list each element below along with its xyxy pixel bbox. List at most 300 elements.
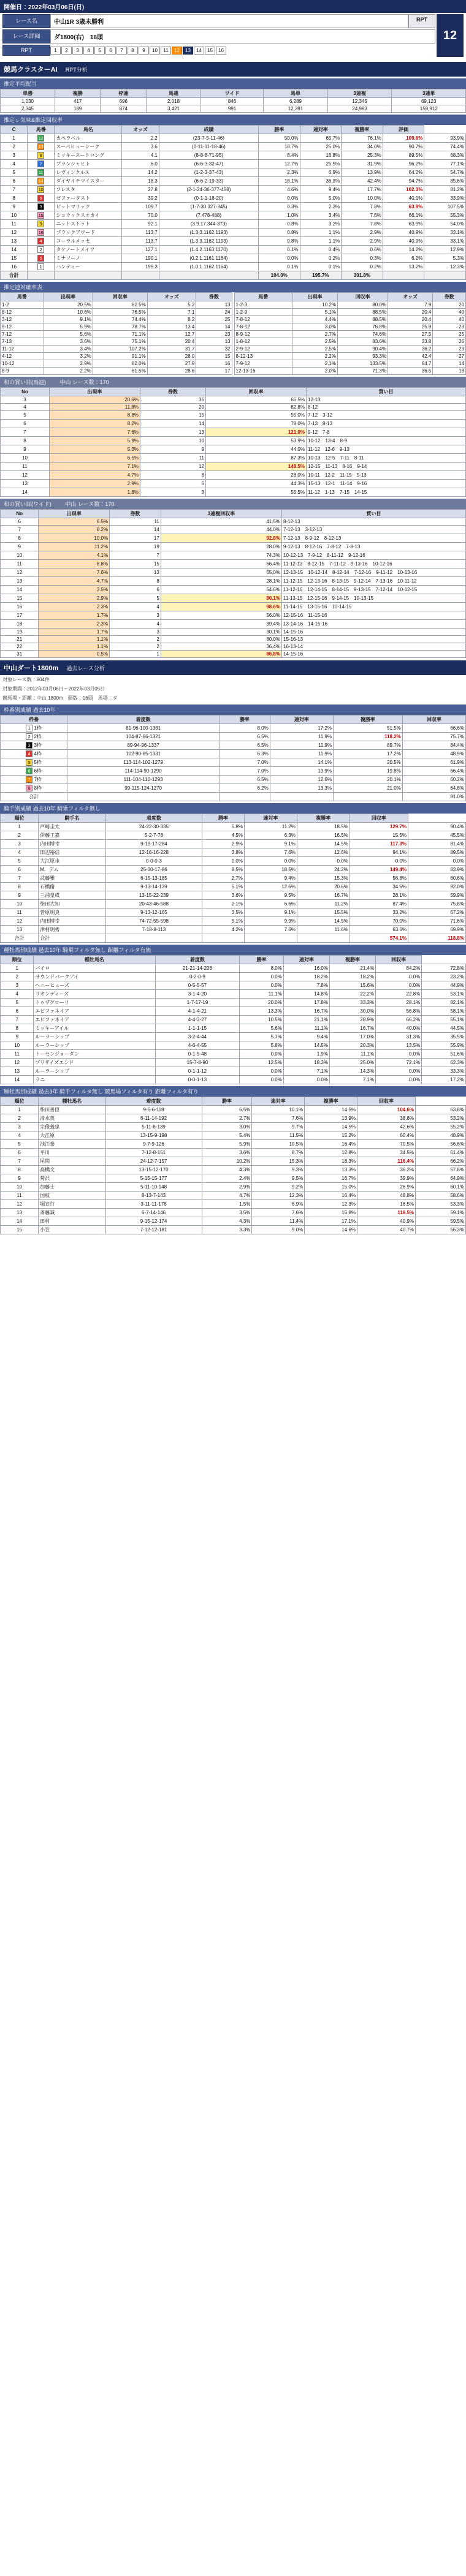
table-cell: 21.4% bbox=[329, 964, 375, 973]
table-row[interactable] bbox=[1, 831, 466, 840]
table-row[interactable] bbox=[234, 360, 466, 368]
table-cell: 3.3% bbox=[202, 1226, 252, 1234]
table-row[interactable] bbox=[1, 338, 232, 346]
table-cell: 19 bbox=[110, 543, 161, 551]
table-row[interactable] bbox=[1, 767, 466, 776]
table-cell: 合計 bbox=[1, 793, 67, 801]
table-cell: 109.6% bbox=[383, 134, 424, 143]
race-name-label: レース名 bbox=[2, 14, 50, 28]
table-cell: 17.8% bbox=[283, 999, 329, 1007]
table-row[interactable] bbox=[1, 629, 466, 636]
table-cell: (8-8-8-71-95) bbox=[159, 151, 258, 160]
frame-cell-11[interactable]: 11 bbox=[161, 47, 171, 55]
table-row[interactable] bbox=[1, 1192, 466, 1200]
table-row[interactable] bbox=[1, 323, 232, 331]
table-cell: ショウックスオカイ bbox=[55, 211, 122, 220]
table-cell: 14.5% bbox=[305, 1106, 357, 1114]
table-row[interactable] bbox=[1, 823, 466, 831]
table-row[interactable] bbox=[1, 203, 466, 211]
table-cell: ルーラーシップ bbox=[34, 1041, 155, 1050]
table-row[interactable] bbox=[234, 368, 466, 375]
renritsu-left-table bbox=[0, 292, 232, 375]
table-cell: 4 bbox=[1, 404, 50, 411]
frame-cell-12[interactable]: 12 bbox=[172, 47, 182, 55]
table-row[interactable] bbox=[1, 211, 466, 220]
table-cell: 0.5% bbox=[39, 651, 110, 658]
table-cell: 5 bbox=[1, 168, 28, 177]
table-cell: 0.0% bbox=[283, 1076, 329, 1084]
table-row[interactable] bbox=[1, 1200, 466, 1209]
table-cell: 44.9% bbox=[422, 981, 466, 990]
frame-cell-16[interactable]: 16 bbox=[216, 47, 226, 55]
table-cell: 8.4% bbox=[258, 151, 300, 160]
table-cell: 7 bbox=[1, 874, 39, 883]
table-cell: (6-6-2-19-33) bbox=[159, 177, 258, 186]
table-cell: 12-15-16 11-15-16 bbox=[282, 611, 466, 620]
table-row[interactable] bbox=[1, 346, 232, 353]
table-cell: 14.6% bbox=[305, 1226, 357, 1234]
table-cell: 2.9% bbox=[49, 480, 140, 488]
table-cell bbox=[28, 229, 55, 237]
table-cell: 4.1% bbox=[39, 551, 110, 560]
table-cell: 14 bbox=[1, 488, 50, 497]
table-row[interactable] bbox=[1, 411, 466, 420]
table-cell: 20.0% bbox=[240, 999, 284, 1007]
table-cell: 4.3% bbox=[202, 1217, 252, 1226]
table-row[interactable] bbox=[1, 454, 466, 463]
table-cell: 平川 bbox=[39, 1149, 105, 1157]
table-cell: ミッキースートロング bbox=[55, 151, 122, 160]
table-cell: 17.7% bbox=[342, 186, 383, 194]
table-row[interactable] bbox=[1, 1114, 466, 1123]
table-cell: 9 bbox=[1, 891, 39, 900]
wakuban-badge: 8 bbox=[37, 152, 44, 159]
table-cell bbox=[424, 271, 466, 280]
frame-cell-10[interactable]: 10 bbox=[150, 47, 160, 55]
table-row[interactable] bbox=[1, 1067, 466, 1076]
table-cell: 16-13-14 bbox=[282, 643, 466, 651]
table-cell: 7.8% bbox=[342, 220, 383, 229]
table-row[interactable] bbox=[1, 594, 466, 603]
table-row[interactable] bbox=[1, 1217, 466, 1226]
table-row[interactable] bbox=[1, 577, 466, 586]
table-cell: 7-13 8-13 bbox=[307, 420, 466, 428]
table-cell: 9-15-12-174 bbox=[105, 1217, 202, 1226]
table-cell: 3.5% bbox=[202, 908, 245, 917]
table-cell: 1.7% bbox=[39, 611, 110, 620]
frame-cell-6[interactable]: 6 bbox=[105, 47, 116, 55]
table-row[interactable] bbox=[1, 750, 466, 758]
wakuban-badge: 8 bbox=[26, 785, 32, 791]
table-cell: 40.0% bbox=[376, 1024, 422, 1033]
table-row[interactable] bbox=[234, 338, 466, 346]
table-cell: 6 bbox=[1, 518, 39, 526]
table-row[interactable] bbox=[1, 611, 466, 620]
table-row[interactable] bbox=[1, 543, 466, 551]
column-header: 馬番 bbox=[1, 293, 44, 301]
table-cell: 10 bbox=[1, 900, 39, 908]
table-cell: ピットマリッツ bbox=[55, 203, 122, 211]
column-header: 評価 bbox=[383, 126, 424, 134]
table-cell: 9 bbox=[1, 543, 39, 551]
table-row[interactable] bbox=[1, 643, 466, 651]
table-cell: 6 bbox=[110, 586, 161, 594]
table-cell: 55.2% bbox=[416, 1123, 466, 1131]
wakuban-badge: 13 bbox=[37, 143, 44, 150]
table-cell: 17.0% bbox=[329, 1033, 375, 1041]
table-row[interactable] bbox=[1, 134, 466, 143]
frame-cell-7[interactable]: 7 bbox=[116, 47, 127, 55]
table-row[interactable] bbox=[1, 1226, 466, 1234]
table-row[interactable] bbox=[1, 445, 466, 454]
table-row[interactable] bbox=[1, 973, 466, 981]
table-cell: 80.1% bbox=[161, 594, 281, 603]
kaime1-footer-race: レース数：170 bbox=[77, 501, 115, 507]
table-cell: 0.0% bbox=[376, 1050, 422, 1059]
frame-cell-2[interactable]: 2 bbox=[61, 47, 72, 55]
table-cell: 6.5% bbox=[220, 741, 270, 750]
table-row[interactable] bbox=[1, 263, 466, 271]
table-row[interactable] bbox=[234, 316, 466, 323]
table-cell: 3.6 bbox=[122, 143, 159, 151]
table-cell: 18.3% bbox=[283, 1059, 329, 1067]
table-row[interactable] bbox=[1, 168, 466, 177]
table-cell: 0.0% bbox=[240, 1076, 284, 1084]
table-row[interactable] bbox=[1, 360, 232, 368]
table-row[interactable] bbox=[1, 316, 232, 323]
table-row[interactable] bbox=[1, 420, 466, 428]
table-cell: 7-12-13 8-9-12 8-12-13 bbox=[282, 534, 466, 543]
table-cell: 42.6% bbox=[357, 1123, 415, 1131]
table-row[interactable] bbox=[1, 1007, 466, 1016]
kaime1-bar bbox=[0, 377, 466, 387]
table-row[interactable] bbox=[1, 143, 466, 151]
table-row[interactable] bbox=[1, 866, 466, 874]
table-cell: 33.3% bbox=[329, 999, 375, 1007]
table-row[interactable] bbox=[1, 246, 466, 254]
table-row[interactable] bbox=[1, 1059, 466, 1067]
table-cell: 2 bbox=[1, 1114, 39, 1123]
table-cell: 13 bbox=[196, 301, 232, 309]
table-row[interactable] bbox=[1, 1050, 466, 1059]
column-header: 複勝率 bbox=[329, 956, 375, 964]
table-row[interactable] bbox=[1, 586, 466, 594]
frame-cell-9[interactable]: 9 bbox=[139, 47, 149, 55]
table-row[interactable] bbox=[1, 990, 466, 999]
table-row[interactable] bbox=[1, 874, 466, 883]
table-cell: 93.3% bbox=[337, 353, 388, 360]
table-cell: 10 bbox=[1, 1183, 39, 1192]
table-row[interactable] bbox=[1, 636, 466, 643]
table-row[interactable] bbox=[1, 883, 466, 891]
table-row[interactable] bbox=[1, 368, 232, 375]
table-cell: 24 bbox=[196, 309, 232, 316]
table-row[interactable] bbox=[1, 848, 466, 857]
table-row[interactable] bbox=[1, 488, 466, 497]
table-cell: 15 bbox=[196, 353, 232, 360]
table-cell: エピファネイア bbox=[34, 1007, 155, 1016]
wakuban-badge: 1 bbox=[37, 263, 44, 270]
table-row[interactable] bbox=[1, 926, 466, 934]
table-cell bbox=[28, 186, 55, 194]
table-row[interactable] bbox=[1, 229, 466, 237]
table-row[interactable] bbox=[1, 160, 466, 168]
table-cell: 874 bbox=[101, 105, 147, 113]
frame-number-strip[interactable] bbox=[50, 47, 226, 55]
table-cell: 0.0% bbox=[376, 973, 422, 981]
table-row[interactable] bbox=[1, 1140, 466, 1149]
table-cell: 50.0% bbox=[258, 134, 300, 143]
table-row[interactable] bbox=[1, 480, 466, 488]
table-cell: 20.4 bbox=[388, 309, 432, 316]
table-row[interactable] bbox=[1, 1033, 466, 1041]
table-cell: 2.3% bbox=[300, 203, 342, 211]
table-cell: 7 bbox=[1, 186, 28, 194]
table-cell: 89.5% bbox=[408, 848, 466, 857]
table-row[interactable] bbox=[234, 309, 466, 316]
table-row[interactable] bbox=[1, 237, 466, 246]
column-header: 種牡馬名 bbox=[39, 1097, 105, 1106]
table-cell: 82.0% bbox=[93, 360, 147, 368]
table-cell: (1-7-30.327-345) bbox=[159, 203, 258, 211]
table-cell bbox=[28, 237, 55, 246]
table-row[interactable] bbox=[1, 603, 466, 611]
page-root bbox=[0, 0, 466, 1234]
table-cell: 54.7% bbox=[424, 168, 466, 177]
table-cell: 8 bbox=[1, 1166, 39, 1174]
table-row[interactable] bbox=[1, 404, 466, 411]
table-row[interactable] bbox=[1, 840, 466, 848]
table-cell: 2.9% bbox=[342, 237, 383, 246]
table-row[interactable] bbox=[1, 194, 466, 203]
table-cell: 1.9% bbox=[283, 1050, 329, 1059]
table-row[interactable] bbox=[1, 651, 466, 658]
table-row[interactable] bbox=[1, 1076, 466, 1084]
table-row[interactable] bbox=[1, 471, 466, 480]
table-cell: 16.0% bbox=[283, 964, 329, 973]
table-row[interactable] bbox=[1, 900, 466, 908]
table-cell: 17.2% bbox=[270, 724, 333, 733]
table-cell: 10 bbox=[1, 551, 39, 560]
column-header: 連対率 bbox=[283, 956, 329, 964]
table-cell: 35 bbox=[140, 396, 205, 404]
table-row[interactable] bbox=[1, 254, 466, 263]
table-cell: 77.1% bbox=[424, 160, 466, 168]
table-cell: 51.6% bbox=[422, 1050, 466, 1059]
table-row[interactable] bbox=[1, 526, 466, 534]
table-row[interactable] bbox=[1, 1166, 466, 1174]
table-row[interactable] bbox=[1, 1183, 466, 1192]
table-cell: 846 bbox=[201, 98, 263, 105]
table-cell: 64.7 bbox=[388, 360, 432, 368]
table-cell: 2.9% bbox=[39, 594, 110, 603]
table-cell: 109.7 bbox=[122, 203, 159, 211]
table-row[interactable] bbox=[1, 793, 466, 801]
frame-cell-5[interactable]: 5 bbox=[94, 47, 105, 55]
table-row[interactable] bbox=[1, 437, 466, 445]
frame-cell-3[interactable]: 3 bbox=[72, 47, 83, 55]
table-cell: 13 bbox=[110, 568, 161, 577]
table-row[interactable] bbox=[1, 1149, 466, 1157]
table-cell: 129.7% bbox=[350, 823, 408, 831]
table-cell: 96.2% bbox=[383, 160, 424, 168]
table-row[interactable] bbox=[1, 1174, 466, 1183]
table-cell: 82.1% bbox=[422, 999, 466, 1007]
table-row[interactable] bbox=[1, 331, 232, 338]
table-cell: 20.5% bbox=[333, 758, 402, 767]
table-row[interactable] bbox=[1, 981, 466, 990]
table-row[interactable] bbox=[1, 551, 466, 560]
table-cell: 8-9-12 bbox=[234, 331, 292, 338]
frame-cell-13[interactable]: 13 bbox=[183, 47, 193, 55]
column-header: 勝率 bbox=[202, 814, 245, 823]
table-row[interactable] bbox=[1, 1024, 466, 1033]
table-row[interactable] bbox=[1, 1131, 466, 1140]
table-cell: 2 bbox=[110, 643, 161, 651]
table-row[interactable] bbox=[234, 323, 466, 331]
frame-cell-4[interactable]: 4 bbox=[83, 47, 94, 55]
table-row[interactable] bbox=[1, 733, 466, 741]
table-cell: 斎藤誠 bbox=[39, 1209, 105, 1217]
table-cell: 尾関 bbox=[39, 1157, 105, 1166]
table-cell: 18.2% bbox=[329, 973, 375, 981]
table-row[interactable] bbox=[1, 1209, 466, 1217]
table-cell: 6.2% bbox=[383, 254, 424, 263]
table-row[interactable] bbox=[1, 220, 466, 229]
table-row[interactable] bbox=[1, 560, 466, 568]
table-cell: 11.2% bbox=[297, 900, 350, 908]
table-cell: 合計 bbox=[1, 934, 39, 943]
table-row[interactable] bbox=[1, 1016, 466, 1024]
table-cell: 6-7-14-146 bbox=[105, 1209, 202, 1217]
column-header: 連対率 bbox=[270, 716, 333, 724]
table-row[interactable] bbox=[1, 857, 466, 866]
table-row[interactable] bbox=[1, 177, 466, 186]
table-cell: 5.2 bbox=[147, 301, 196, 309]
table-row[interactable] bbox=[1, 1106, 466, 1114]
table-cell: 14-15-16 bbox=[282, 651, 466, 658]
table-row[interactable] bbox=[1, 151, 466, 160]
past-meta-line-1: 対象期間：2012年03月06日〜2022年03月05日 bbox=[2, 686, 105, 692]
frame-cell-8[interactable]: 8 bbox=[128, 47, 138, 55]
table-row[interactable] bbox=[1, 309, 232, 316]
table-cell: 13-15-9-198 bbox=[105, 1131, 202, 1140]
table-cell: 33.1% bbox=[424, 237, 466, 246]
table-cell: 25-30-17-86 bbox=[105, 866, 202, 874]
table-row[interactable] bbox=[234, 353, 466, 360]
table-cell: 14 bbox=[140, 420, 205, 428]
table-cell: 6.6% bbox=[244, 900, 297, 908]
frame-cell-1[interactable]: 1 bbox=[50, 47, 61, 55]
table-cell: 0.0% bbox=[240, 981, 284, 990]
table-row[interactable] bbox=[1, 999, 466, 1007]
table-cell: 1.1% bbox=[300, 229, 342, 237]
table-cell: 柴田善臣 bbox=[39, 1106, 105, 1114]
table-cell: 4-6-4-55 bbox=[155, 1041, 239, 1050]
table-cell: 66.1% bbox=[383, 211, 424, 220]
table-cell: 28.0% bbox=[161, 543, 281, 551]
table-row[interactable] bbox=[1, 891, 466, 900]
table-cell: 71.1% bbox=[93, 331, 147, 338]
table-row[interactable] bbox=[1, 784, 466, 793]
frame-cell-15[interactable]: 15 bbox=[205, 47, 215, 55]
table-row[interactable] bbox=[1, 741, 466, 750]
table-cell: 63.6% bbox=[350, 926, 408, 934]
table-cell: 10.0% bbox=[342, 194, 383, 203]
table-cell: 75.1% bbox=[93, 338, 147, 346]
wakuban-badge: 9 bbox=[37, 221, 44, 227]
chokyo-table bbox=[0, 955, 466, 1084]
table-row[interactable] bbox=[1, 1157, 466, 1166]
table-row[interactable] bbox=[1, 186, 466, 194]
table-row[interactable] bbox=[1, 964, 466, 973]
table-row[interactable] bbox=[1, 1123, 466, 1131]
table-cell: 8-12-13 bbox=[234, 353, 292, 360]
table-row[interactable] bbox=[1, 724, 466, 733]
table-row[interactable] bbox=[1, 758, 466, 767]
table-row[interactable] bbox=[1, 917, 466, 926]
table-cell: (1.4.2.1163.1170) bbox=[159, 246, 258, 254]
renritsu-bar: 推定連対確率表 bbox=[0, 282, 466, 292]
table-row[interactable] bbox=[234, 346, 466, 353]
column-header: 回収率 bbox=[357, 1097, 415, 1106]
kaime1-footer-title: 和の買い目(ワイド) bbox=[4, 501, 52, 507]
table-cell: 20-43-46-588 bbox=[105, 900, 202, 908]
table-cell: 54.6% bbox=[161, 586, 281, 594]
kishu-bar: 騎手別成績 過去10年 騎乗フィルタ無し bbox=[0, 803, 466, 814]
table-row[interactable] bbox=[1, 301, 232, 309]
wakuban-badge: 4 bbox=[37, 238, 44, 244]
table-row[interactable] bbox=[1, 396, 466, 404]
wakuban-badge: 2 bbox=[26, 733, 32, 740]
table-row[interactable] bbox=[234, 331, 466, 338]
frame-cell-14[interactable]: 14 bbox=[194, 47, 204, 55]
table-cell: 70.0 bbox=[122, 211, 159, 220]
table-row[interactable] bbox=[1, 908, 466, 917]
table-cell: 13 bbox=[1, 237, 28, 246]
table-row[interactable] bbox=[1, 534, 466, 543]
table-row[interactable] bbox=[1, 776, 466, 784]
table-cell: 7-12 3-12 bbox=[307, 411, 466, 420]
table-cell: 15.3% bbox=[252, 1157, 305, 1166]
table-cell: 0.0% bbox=[240, 973, 284, 981]
table-cell: 12.7% bbox=[258, 160, 300, 168]
table-row[interactable] bbox=[1, 1041, 466, 1050]
table-row[interactable] bbox=[234, 301, 466, 309]
table-cell: 0-0-1-13 bbox=[155, 1076, 239, 1084]
table-row[interactable] bbox=[1, 353, 232, 360]
table-row[interactable] bbox=[1, 518, 466, 526]
table-row[interactable] bbox=[1, 463, 466, 471]
table-row[interactable] bbox=[1, 934, 466, 943]
table-cell: 11 bbox=[1, 1192, 39, 1200]
table-cell: 13 bbox=[1, 926, 39, 934]
table-cell: 2.2% bbox=[292, 353, 337, 360]
table-cell: 2.9% bbox=[44, 360, 93, 368]
table-cell: 3 bbox=[110, 629, 161, 636]
table-row[interactable] bbox=[1, 620, 466, 629]
table-cell: (1-2-3-37-43) bbox=[159, 168, 258, 177]
table-cell: 10 bbox=[1, 454, 50, 463]
table-row[interactable] bbox=[1, 428, 466, 437]
table-cell: 合計 bbox=[1, 271, 28, 280]
table-cell: 117.3% bbox=[350, 840, 408, 848]
table-cell: 159,912 bbox=[392, 105, 466, 113]
table-cell: 92.8% bbox=[161, 534, 281, 543]
table-cell: 81.0% bbox=[402, 793, 465, 801]
table-cell: 19 bbox=[1, 629, 39, 636]
table-row[interactable] bbox=[1, 568, 466, 577]
